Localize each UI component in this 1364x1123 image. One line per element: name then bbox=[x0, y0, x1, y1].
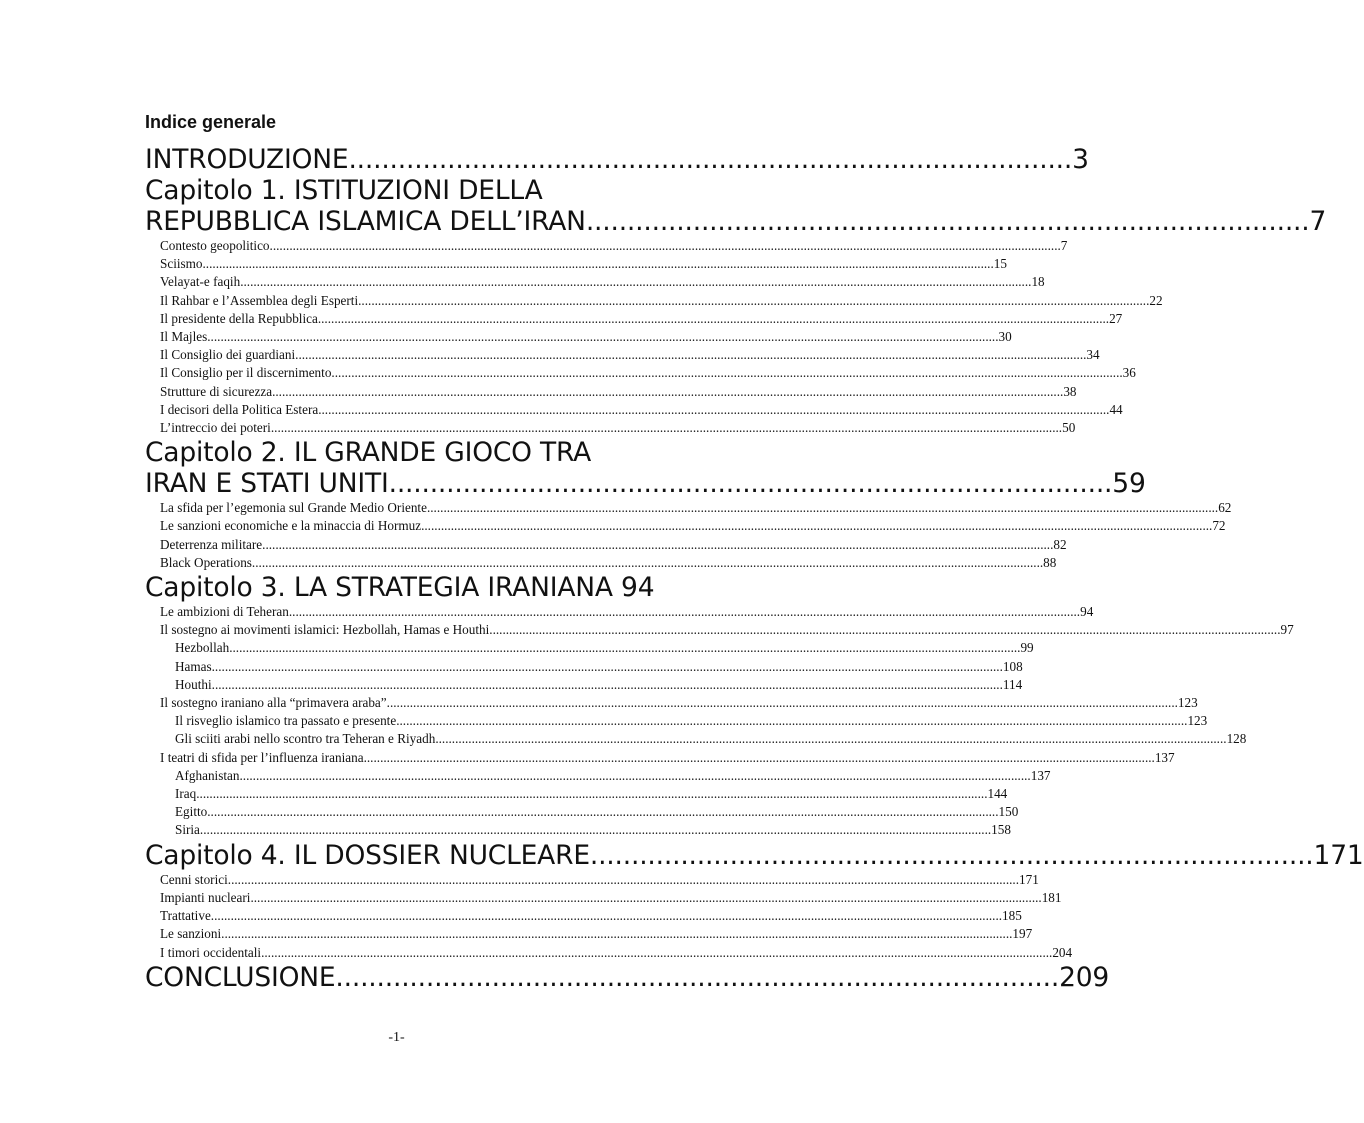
entry-label: La sfida per l’egemonia sul Grande Medio Oriente bbox=[160, 500, 427, 516]
entry-page: 7 bbox=[1060, 238, 1068, 253]
toc-chapter-3[interactable]: Capitolo 3. LA STRATEGIA IRANIANA 94 bbox=[145, 572, 655, 604]
toc-entry[interactable] bbox=[145, 803, 1019, 821]
toc-entry[interactable] bbox=[145, 749, 1175, 767]
leader-dots: ................................................................................................................................................................................................................................................ bbox=[210, 908, 1003, 924]
toc-entry[interactable] bbox=[145, 419, 1076, 437]
leader-dots: ........................................................................................ bbox=[585, 206, 1310, 237]
entry-label: Il Rahbar e l’Assemblea degli Esperti bbox=[160, 292, 359, 308]
leader-dots: ................................................................................................................................................................................................................................................ bbox=[270, 420, 1063, 436]
leader-dots: ................................................................................................................................................................................................................................................ bbox=[331, 365, 1123, 381]
entry-page: 27 bbox=[1109, 310, 1123, 326]
chapter-label: IRAN E STATI UNITI bbox=[145, 468, 389, 500]
entry-label: Strutture di sicurezza bbox=[160, 383, 273, 399]
toc-entry[interactable] bbox=[145, 821, 1011, 839]
toc-entry[interactable] bbox=[145, 292, 1163, 310]
chapter-2-entries bbox=[145, 499, 1232, 572]
entry-label: I teatri di sfida per l’influenza iraniana bbox=[160, 749, 364, 765]
page-number: -1- bbox=[388, 1030, 405, 1045]
entry-label: Iraq bbox=[175, 786, 197, 802]
toc-chapter-1-line1[interactable]: Capitolo 1. ISTITUZIONI DELLA bbox=[145, 175, 543, 206]
entry-label: Hezbollah bbox=[175, 640, 230, 656]
toc-entry[interactable] bbox=[145, 925, 1033, 943]
entry-label: Il risveglio islamico tra passato e presente bbox=[175, 713, 397, 729]
table-of-contents bbox=[145, 110, 1364, 993]
entry-label: Il sostegno ai movimenti islamici: Hezbollah, Hamas e Houthi bbox=[160, 622, 490, 638]
leader-dots: ........................................................................................ bbox=[388, 468, 1113, 500]
leader-dots: ................................................................................................................................................................................................................................................ bbox=[318, 401, 1110, 417]
entry-page: 30 bbox=[998, 329, 1012, 345]
leader-dots: ................................................................................................................................................................................................................................................ bbox=[202, 256, 994, 272]
chapter-page: 59 bbox=[1112, 468, 1146, 500]
leader-dots: ................................................................................................................................................................................................................................................ bbox=[358, 292, 1150, 308]
toc-chapter-1[interactable] bbox=[145, 206, 1327, 237]
toc-entry[interactable] bbox=[145, 907, 1022, 925]
toc-entry[interactable] bbox=[145, 364, 1136, 382]
leader-dots: ................................................................................................................................................................................................................................................ bbox=[239, 767, 1031, 783]
entry-page: 204 bbox=[1052, 944, 1073, 960]
entry-page: 72 bbox=[1212, 518, 1226, 534]
entry-page: 82 bbox=[1053, 536, 1067, 552]
entry-label: I decisori della Politica Estera bbox=[160, 401, 319, 417]
toc-entry[interactable] bbox=[145, 310, 1123, 328]
leader-dots: ................................................................................................................................................................................................................................................ bbox=[251, 554, 1044, 570]
toc-entry[interactable] bbox=[145, 730, 1247, 748]
entry-page: 22 bbox=[1149, 292, 1163, 308]
chapter-page: 3 bbox=[1072, 144, 1089, 175]
toc-chapter-4[interactable] bbox=[145, 839, 1364, 871]
toc-entry[interactable] bbox=[145, 889, 1062, 907]
entry-label: Le ambizioni di Teheran bbox=[160, 604, 289, 620]
chapter-1-entries bbox=[145, 237, 1163, 437]
entry-label: Le sanzioni economiche e la minaccia di Hormuz bbox=[160, 518, 422, 534]
entry-label: Black Operations bbox=[160, 554, 252, 570]
toc-entry[interactable] bbox=[145, 694, 1198, 712]
toc-entry[interactable] bbox=[145, 554, 1057, 572]
toc-entry[interactable] bbox=[145, 639, 1034, 657]
entry-page: 197 bbox=[1012, 926, 1033, 942]
leader-dots: ................................................................................................................................................................................................................................................ bbox=[295, 347, 1087, 363]
chapter-4-entries bbox=[145, 871, 1073, 962]
leader-dots: ................................................................................................................................................................................................................................................ bbox=[240, 274, 1032, 290]
entry-label: Velayat-e faqih bbox=[160, 274, 241, 290]
leader-dots: ........................................................................................ bbox=[348, 144, 1073, 175]
entry-page: 88 bbox=[1043, 554, 1057, 570]
entry-page: 123 bbox=[1177, 695, 1198, 711]
entry-label: Contesto geopolitico bbox=[160, 238, 270, 253]
leader-dots: ................................................................................................................................................................................................................................................ bbox=[262, 536, 1054, 552]
leader-dots: ................................................................................................................................................................................................................................................ bbox=[317, 310, 1110, 326]
leader-dots: ........................................................................................ bbox=[589, 839, 1314, 871]
toc-chapter-2-line1[interactable]: Capitolo 2. IL GRANDE GIOCO TRA bbox=[145, 437, 592, 469]
toc-entry[interactable] bbox=[145, 871, 1039, 889]
entry-page: 94 bbox=[1080, 604, 1094, 620]
chapter-label: CONCLUSIONE bbox=[145, 961, 336, 993]
toc-title: Indice generale bbox=[145, 112, 277, 132]
leader-dots: ................................................................................................................................................................................................................................................ bbox=[227, 871, 1020, 887]
toc-chapter-conclusione[interactable] bbox=[145, 961, 1110, 993]
entry-page: 137 bbox=[1154, 749, 1175, 765]
toc-entry[interactable] bbox=[145, 676, 1023, 694]
toc-entry[interactable] bbox=[145, 767, 1051, 785]
toc-entry[interactable] bbox=[145, 499, 1232, 517]
entry-page: 108 bbox=[1002, 658, 1023, 674]
toc-entry[interactable] bbox=[145, 944, 1073, 962]
entry-page: 137 bbox=[1030, 767, 1051, 783]
entry-label: Siria bbox=[175, 822, 200, 838]
entry-page: 114 bbox=[1002, 676, 1023, 692]
entry-label: Il Consiglio per il discernimento bbox=[160, 365, 332, 381]
toc-entry[interactable] bbox=[145, 383, 1077, 401]
entry-page: 15 bbox=[993, 256, 1007, 272]
toc-entry[interactable] bbox=[145, 785, 1008, 803]
chapter-label: INTRODUZIONE bbox=[145, 144, 349, 175]
toc-entry[interactable] bbox=[145, 328, 1012, 346]
toc-entry[interactable] bbox=[145, 237, 1068, 255]
leader-dots: ........................................................................................ bbox=[335, 961, 1060, 993]
toc-chapter-introduzione[interactable] bbox=[145, 144, 1089, 175]
leader-dots: ................................................................................................................................................................................................................................................ bbox=[288, 604, 1081, 620]
entry-page: 181 bbox=[1041, 889, 1062, 905]
leader-dots: ................................................................................................................................................................................................................................................ bbox=[196, 786, 988, 802]
entry-label: Impianti nucleari bbox=[160, 889, 251, 905]
leader-dots: ................................................................................................................................................................................................................................................ bbox=[250, 889, 1042, 905]
entry-label: Le sanzioni bbox=[160, 926, 222, 942]
entry-page: 36 bbox=[1122, 365, 1136, 381]
toc-entry[interactable] bbox=[145, 401, 1123, 419]
leader-dots: ................................................................................................................................................................................................................................................ bbox=[229, 640, 1021, 656]
toc-entry[interactable] bbox=[145, 603, 1094, 621]
entry-label: Sciismo bbox=[160, 256, 203, 272]
entry-page: 34 bbox=[1086, 347, 1100, 363]
entry-label: Cenni storici bbox=[160, 871, 228, 887]
entry-label: Houthi bbox=[175, 676, 212, 692]
toc-entry[interactable] bbox=[145, 621, 1294, 639]
entry-label: Gli sciiti arabi nello scontro tra Teheran e Riyadh bbox=[175, 731, 436, 747]
entry-page: 185 bbox=[1002, 908, 1022, 924]
leader-dots: ................................................................................................................................................................................................................................................ bbox=[207, 329, 999, 345]
leader-dots: ................................................................................................................................................................................................................................................ bbox=[386, 695, 1178, 711]
toc-entry[interactable] bbox=[145, 273, 1045, 291]
entry-label: Deterrenza militare bbox=[160, 536, 263, 552]
entry-page: 44 bbox=[1109, 401, 1123, 417]
leader-dots: ................................................................................................................................................................................................................................................ bbox=[221, 926, 1013, 942]
entry-page: 158 bbox=[991, 822, 1011, 838]
entry-label: Egitto bbox=[175, 804, 208, 820]
leader-dots: ................................................................................................................................................................................................................................................ bbox=[426, 500, 1219, 516]
toc-entry[interactable] bbox=[145, 658, 1023, 676]
leader-dots: ................................................................................................................................................................................................................................................ bbox=[207, 804, 999, 820]
leader-dots: ................................................................................................................................................................................................................................................ bbox=[421, 518, 1213, 534]
entry-page: 99 bbox=[1020, 640, 1034, 656]
entry-label: L’intreccio dei poteri bbox=[160, 420, 271, 436]
entry-label: I timori occidentali bbox=[160, 944, 262, 960]
chapter-3-entries bbox=[145, 603, 1294, 840]
toc-entry[interactable] bbox=[145, 536, 1067, 554]
entry-label: Il sostegno iraniano alla “primavera araba” bbox=[160, 695, 387, 711]
entry-label: Il presidente della Repubblica bbox=[160, 310, 318, 326]
leader-dots: ................................................................................................................................................................................................................................................ bbox=[363, 749, 1155, 765]
leader-dots: ................................................................................................................................................................................................................................................ bbox=[435, 731, 1227, 747]
entry-page: 123 bbox=[1187, 713, 1208, 729]
chapter-label: Capitolo 4. IL DOSSIER NUCLEARE bbox=[145, 839, 590, 871]
entry-page: 150 bbox=[998, 804, 1019, 820]
entry-page: 128 bbox=[1226, 731, 1247, 747]
leader-dots: ................................................................................................................................................................................................................................................ bbox=[199, 822, 992, 838]
entry-label: Hamas bbox=[175, 658, 212, 674]
entry-page: 97 bbox=[1280, 622, 1294, 638]
entry-page: 171 bbox=[1019, 871, 1039, 887]
leader-dots: ................................................................................................................................................................................................................................................ bbox=[269, 238, 1061, 253]
toc-entry[interactable] bbox=[145, 255, 1007, 273]
leader-dots: ................................................................................................................................................................................................................................................ bbox=[211, 658, 1003, 674]
chapter-page: 209 bbox=[1059, 961, 1110, 993]
entry-label: Il Consiglio dei guardiani bbox=[160, 347, 296, 363]
leader-dots: ................................................................................................................................................................................................................................................ bbox=[272, 383, 1064, 399]
entry-page: 38 bbox=[1063, 383, 1077, 399]
entry-page: 18 bbox=[1031, 274, 1045, 290]
chapter-page: 7 bbox=[1309, 206, 1327, 237]
entry-label: Afghanistan bbox=[175, 767, 240, 783]
entry-label: Il Majles bbox=[160, 329, 208, 345]
chapter-label: REPUBBLICA ISLAMICA DELL’IRAN bbox=[145, 206, 586, 237]
entry-label: Trattative bbox=[160, 908, 211, 924]
toc-entry[interactable] bbox=[145, 517, 1226, 535]
leader-dots: ................................................................................................................................................................................................................................................ bbox=[261, 944, 1053, 960]
toc-entry[interactable] bbox=[145, 712, 1208, 730]
leader-dots: ................................................................................................................................................................................................................................................ bbox=[489, 622, 1281, 638]
entry-page: 50 bbox=[1062, 420, 1076, 436]
entry-page: 62 bbox=[1218, 500, 1232, 516]
entry-page: 144 bbox=[987, 786, 1008, 802]
chapter-page: 171 bbox=[1313, 839, 1364, 871]
leader-dots: ................................................................................................................................................................................................................................................ bbox=[396, 713, 1188, 729]
toc-chapter-2[interactable] bbox=[145, 468, 1146, 500]
leader-dots: ................................................................................................................................................................................................................................................ bbox=[211, 676, 1003, 692]
toc-entry[interactable] bbox=[145, 346, 1100, 364]
